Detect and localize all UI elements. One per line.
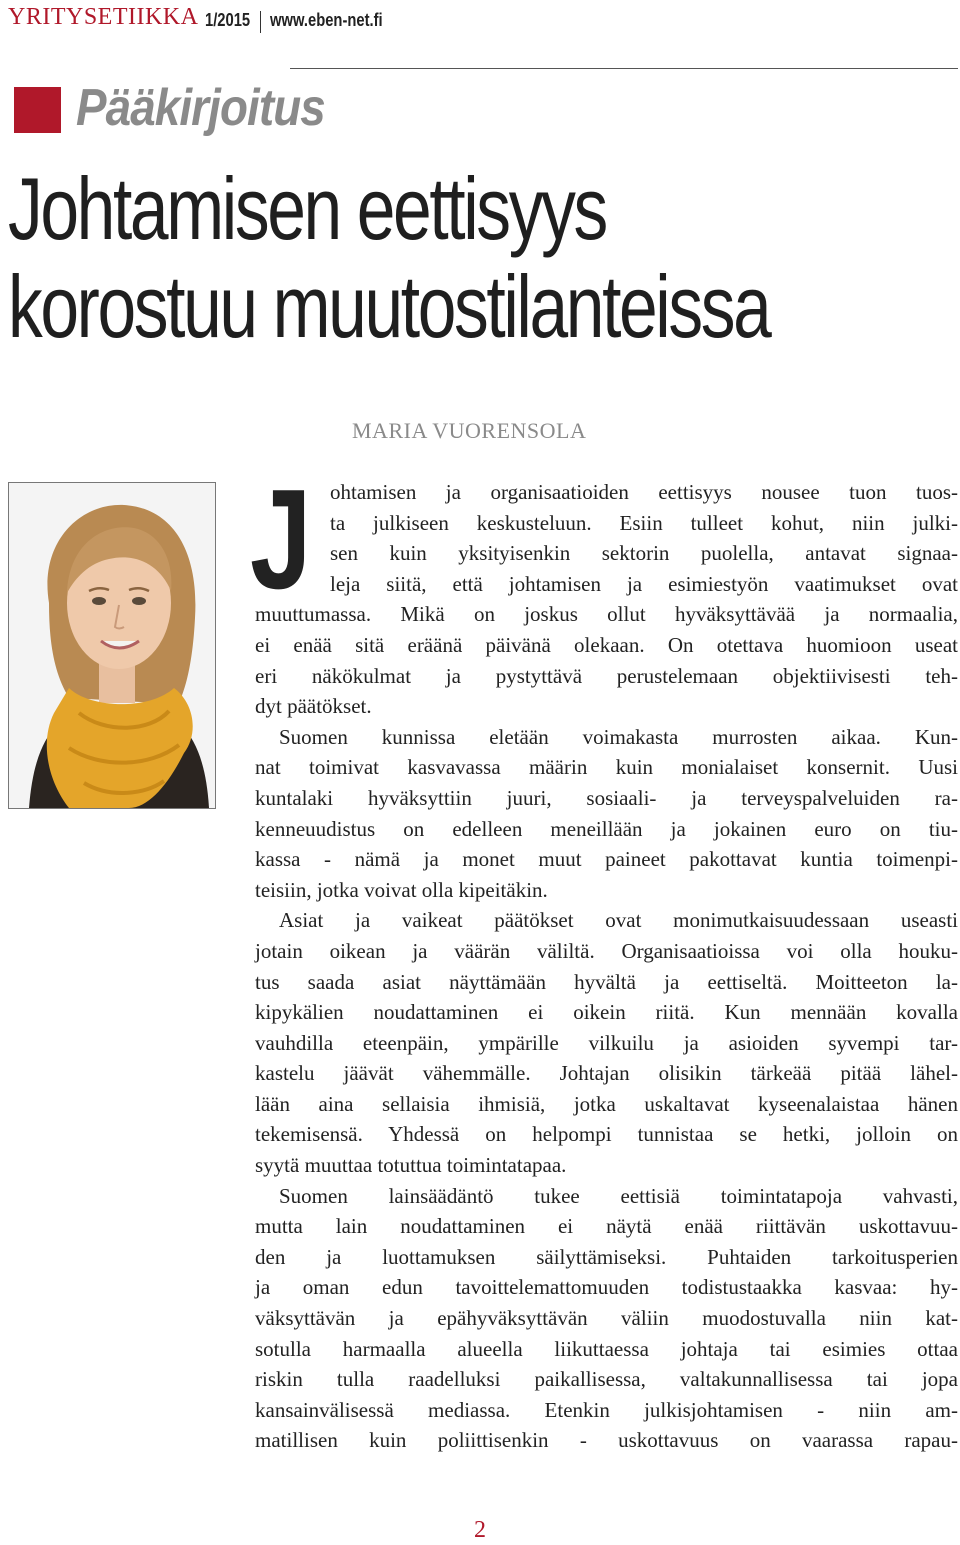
body-line: kenneuudistus on edelleen meneillään ja jokainen euro on tiu- — [255, 816, 958, 841]
headline-line-2: korostuu muutostilanteissa — [8, 257, 770, 356]
section-label: Pääkirjoitus — [76, 79, 325, 137]
body-line: leja siitä, että johtamisen ja esimiestyön vaatimukset ovat — [330, 571, 958, 596]
body-line: riskin tulla raadelluksi paikallisessa, valtakunnallisessa tai jopa — [255, 1367, 958, 1392]
body-line: sotulla harmaalla alueella liikuttaessa johtaja tai esimies ottaa — [255, 1336, 958, 1361]
body-line: nat toimivat kasvavassa määrin kuin monialaiset konsernit. Uusi — [255, 755, 958, 780]
body-line: tus saada asiat näyttämään hyvältä ja eettiseltä. Moitteeton la- — [255, 969, 958, 994]
body-line: ei enää sitä eräänä päivänä olekaan. On otettava huomioon useat — [255, 632, 958, 657]
body-line: Suomen lainsäädäntö tukee eettisiä toimintatapoja vahvasti, — [279, 1183, 958, 1208]
page-number: 2 — [474, 1517, 486, 1543]
body-line: teisiin, jotka voivat olla kipeitäkin. — [255, 877, 548, 902]
body-line: väksyttävän ja epähyväksyttävän väliin muodostuvalla niin kat- — [255, 1306, 958, 1331]
drop-cap: J — [250, 460, 312, 619]
publication-header — [8, 4, 958, 34]
body-line: vauhdilla eteenpäin, ympärille vilkuilu ja asioiden syvempi tar- — [255, 1030, 958, 1055]
publication-name: YRITYSETIIKKA — [8, 4, 199, 30]
body-line: eri näkökulmat ja pystyttävä perustelemaan objektiivisesti teh- — [255, 663, 958, 688]
body-line: mutta lain noudattaminen ei näytä enää riittävän uskottavuu- — [255, 1214, 958, 1239]
article-body — [255, 477, 958, 1456]
website-url: www.eben-net.fi — [270, 10, 383, 30]
body-line: Suomen kunnissa eletään voimakasta murrosten aikaa. Kun- — [279, 724, 958, 749]
headline-line-1: Johtamisen eettisyys — [8, 159, 606, 258]
author-photo — [8, 482, 216, 809]
body-line: den ja luottamuksen säilyttämiseksi. Puhtaiden tarkoitusperien — [255, 1244, 958, 1269]
body-line: lään aina sellaisia ihmisiä, jotka uskaltavat kyseenalaistaa hänen — [255, 1091, 958, 1116]
article-headline — [8, 160, 769, 356]
body-line: kassa - nämä ja monet muut paineet pakottavat kuntia toimenpi- — [255, 847, 958, 872]
section-marker — [14, 87, 61, 133]
body-line: tekemisensä. Yhdessä on helpompi tunnistaa se hetki, jolloin on — [255, 1122, 958, 1147]
body-line: dyt päätökset. — [255, 694, 372, 719]
body-line: kipykälien noudattaminen ei oikein riitä. Kun mennään kovalla — [255, 1000, 958, 1025]
issue-number: 1/2015 — [205, 10, 251, 30]
body-line: kastelu jäävät vähemmälle. Johtajan olisikin tärkeää pitää lähel- — [255, 1061, 958, 1086]
header-divider — [260, 11, 261, 33]
body-line: muuttumassa. Mikä on joskus ollut hyväksyttävää ja normaalia, — [255, 602, 958, 627]
body-line: syytä muuttaa totuttua toimintatapaa. — [255, 1153, 567, 1178]
body-line: kuntalaki hyväksyttiin juuri, sosiaali- ja terveyspalveluiden ra- — [255, 785, 958, 810]
body-line: ohtamisen ja organisaatioiden eettisyys nousee tuon tuos- — [330, 480, 958, 504]
body-line: jotain oikean ja väärän väliltä. Organisaatioissa voi olla houku- — [255, 938, 958, 963]
body-line: kansainvälisessä mediassa. Etenkin julkisjohtamisen - niin am- — [255, 1397, 958, 1422]
body-line: ta julkiseen keskusteluun. Esiin tulleet kohut, niin julki- — [330, 510, 958, 535]
body-line: Asiat ja vaikeat päätökset ovat monimutkaisuudessaan useasti — [279, 908, 958, 933]
body-line: ja oman edun tavoittelemattomuuden todistustaakka kasvaa: hy- — [255, 1275, 958, 1300]
body-line: sen kuin yksityisenkin sektorin puolella, antavat signaa- — [330, 541, 958, 566]
body-line: matillisen kuin poliittisenkin - uskottavuus on vaarassa rapau- — [255, 1428, 958, 1453]
top-rule — [290, 68, 958, 69]
author-byline: MARIA VUORENSOLA — [352, 418, 587, 443]
